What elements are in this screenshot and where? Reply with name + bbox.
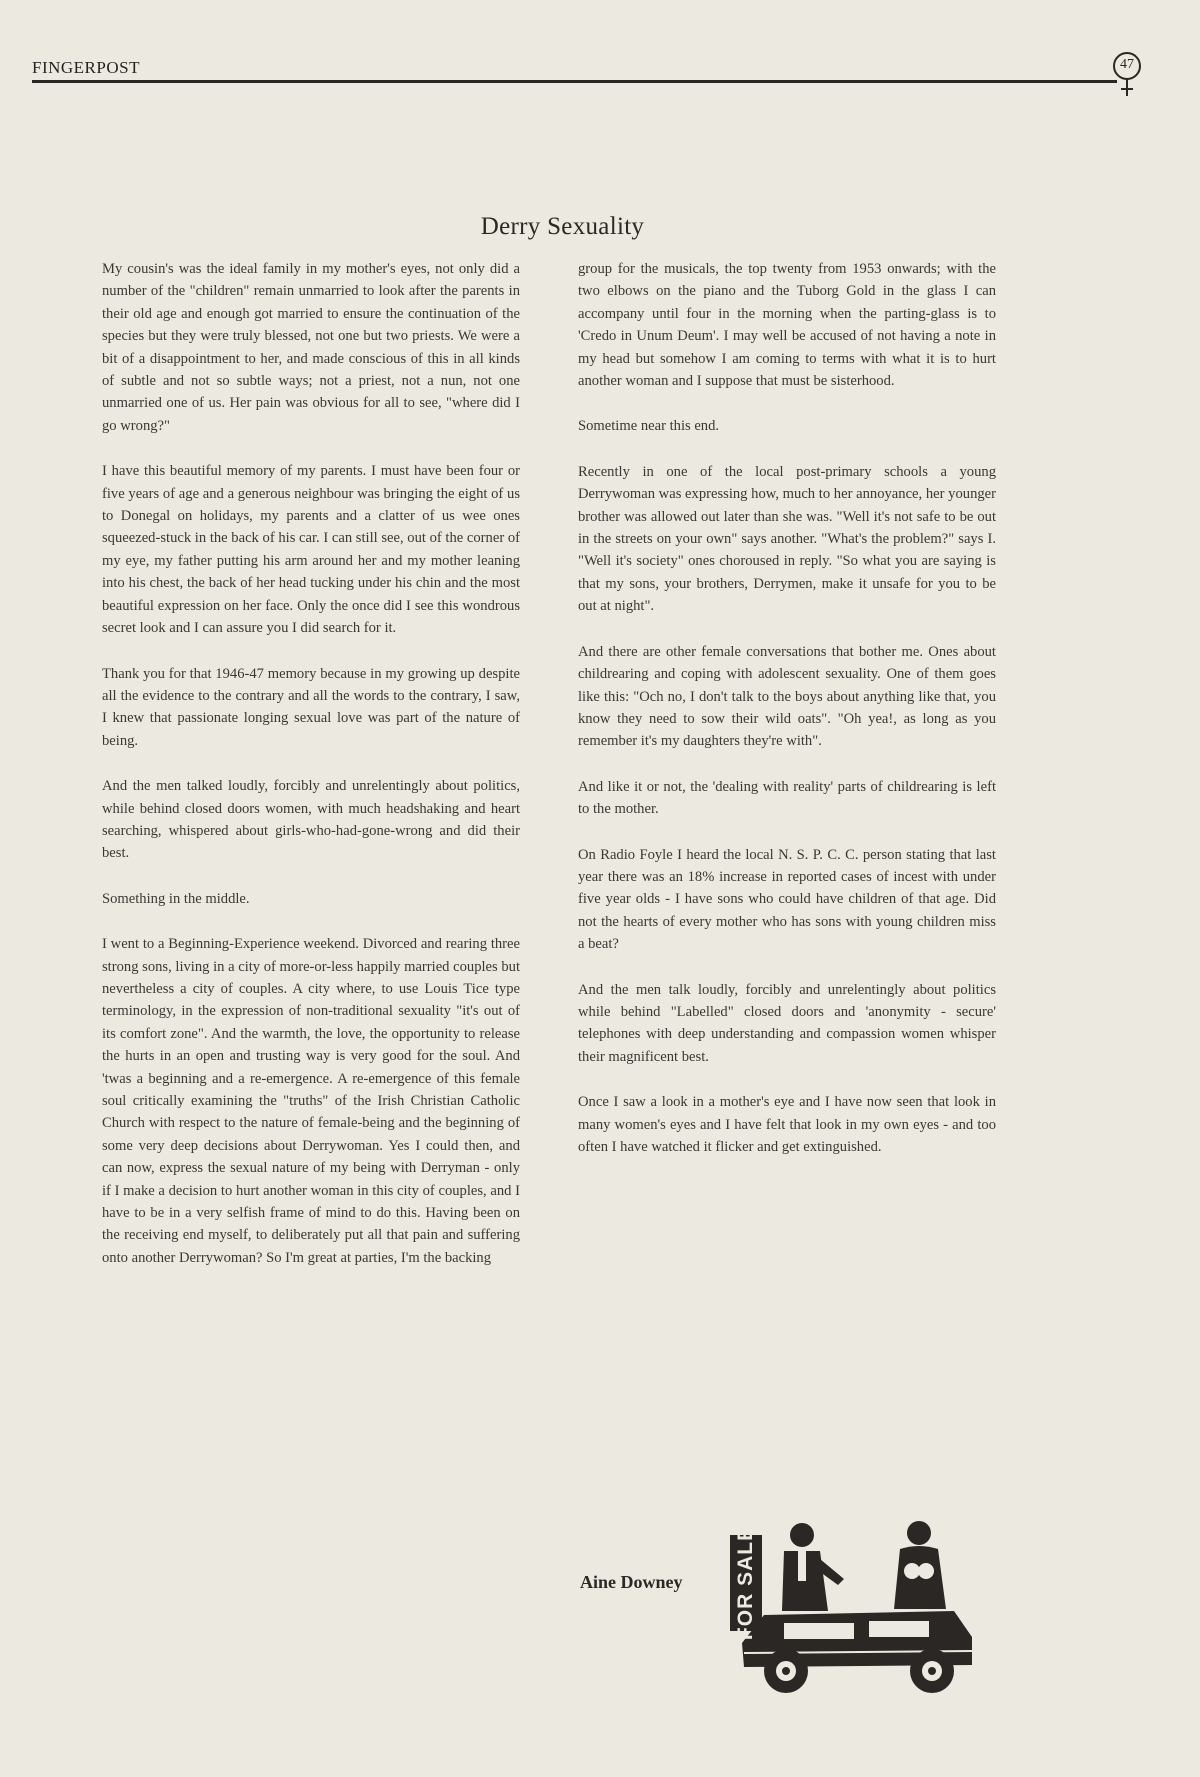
byline-row <box>578 1515 998 1697</box>
right-column <box>578 258 996 1158</box>
paragraph: I have this beautiful memory of my parents. I must have been four or five years of age and a generous neighbour was bringing the eight of us to Donegal on holidays, my parents and a clatter of us wee ones squeezed-stuck in the back of his car. I can still see, out of the corner of my eye, my father putting his arm around her and my mother leaning into his chest, the back of her head tucking under his chin and the most beautiful expression on her face. Only the once did I see this wondrous secret look and I can assure you I did search for it. <box>102 463 520 637</box>
running-head: FINGERPOST <box>32 58 140 77</box>
page-number: 47 <box>1120 57 1134 72</box>
vintage-car-illustration <box>724 1515 982 1697</box>
article-title: Derry Sexuality <box>480 213 645 240</box>
paragraph: My cousin's was the ideal family in my mother's eyes, not only did a number of the "children" remain unmarried to look after the parents in their old age and enough got married to ensure the continuation of the species but they were truly blessed, not one but two priests. We were a bit of a disappointment to her, and made conscious of this in all kinds of subtle and not so subtle ways; not a priest, not a nun, not one unmarried one of us. Her pain was obvious for all to see, "where did I go wrong?" <box>102 261 520 434</box>
for-sale-sign <box>730 1525 762 1641</box>
header-rule <box>32 80 1117 83</box>
left-column <box>102 258 520 1269</box>
paragraph: I went to a Beginning-Experience weekend. Divorced and rearing three strong sons, living in a city of more-or-less happily married couples but nevertheless a city of couples. A city where, to use Louis Tice type terminology, in the expression of non-traditional sexuality "it's out of its comfort zone". And the warmth, the love, the opportunity to release the hurts in an open and trusting way is very good for the soul. And 'twas a beginning and a re-emergence. A re-emergence of this female soul critically examining the "truths" of the Irish Christian Catholic Church with respect to the nature of female-being and the beginning of some very deep decisions about Derrywoman. Yes I could then, and can now, express the sexual nature of my being with Derryman - only if I make a decision to hurt another woman in this city of couples, and I have to be in a very selfish frame of mind to do this. Having been on the receiving end myself, to deliberately put all that pain and suffering onto another Derrywoman? So I'm great at parties, I'm the backing <box>102 936 520 1266</box>
paragraph: Thank you for that 1946-47 memory because in my growing up despite all the evidence to the contrary and all the words to the contrary, I saw, I knew that passionate longing sexual love was part of the nature of being. <box>102 665 520 749</box>
for-sale-label: FOR SALE <box>734 1525 757 1641</box>
paragraph: And there are other female conversations that bother me. Ones about childrearing and coping with adolescent sexuality. One of them goes like this: "Och no, I don't talk to the boys about anything like that, you know they need to sow their wild oats". "Oh yea!, as long as you remember it's my daughters they're with". <box>578 643 996 750</box>
paragraph: Sometime near this end. <box>578 418 720 435</box>
paragraph: Something in the middle. <box>102 890 250 907</box>
paragraph: And the men talk loudly, forcibly and unrelentingly about politics while behind "Labelled" closed doors and 'anonymity - secure' telephones with deep understanding and compassion women whisper their magnificent best. <box>578 981 996 1065</box>
page-number-badge <box>1112 50 1146 98</box>
page-header <box>32 50 1142 90</box>
author-byline: Aine Downey <box>580 1572 683 1592</box>
for-sale-illustration <box>724 1515 982 1697</box>
paragraph: Recently in one of the local post-primary schools a young Derrywoman was expressing how, much to her annoyance, her younger brother was allowed out later than she was. "Well it's not safe to be out in the streets on your own" says another. "What's the problem?" says I. "Well it's society" ones choroused in reply. "So what you are saying is that my sons, your brothers, Derrymen, make it unsafe for you to be out at night". <box>578 463 996 615</box>
paragraph: group for the musicals, the top twenty from 1953 onwards; with the two elbows on the piano and the Tuborg Gold in the glass I can accompany until four in the morning when the parting-glass is to 'Credo in Unum Deum'. I may well be accused of not having a note in my head but somehow I am coming to terms with what it is to hurt another woman and I suppose that must be sisterhood. <box>578 261 996 390</box>
paragraph: And the men talked loudly, forcibly and unrelentingly about politics, while behind closed doors women, with much headshaking and heart searching, whispered about girls-who-had-gone-wrong and did their best. <box>102 778 520 862</box>
paragraph: Once I saw a look in a mother's eye and I have now seen that look in many women's eyes and I have felt that look in my own eyes - and too often I have watched it flicker and get extinguished. <box>578 1094 996 1155</box>
paragraph: And like it or not, the 'dealing with reality' parts of childrearing is left to the mother. <box>578 778 996 818</box>
paragraph: On Radio Foyle I heard the local N. S. P. C. C. person stating that last year there was an 18% increase in reported cases of incest with under five year olds - I have sons who could have children of that age. Did not the hearts of every mother who has sons with young children miss a beat? <box>578 846 996 953</box>
